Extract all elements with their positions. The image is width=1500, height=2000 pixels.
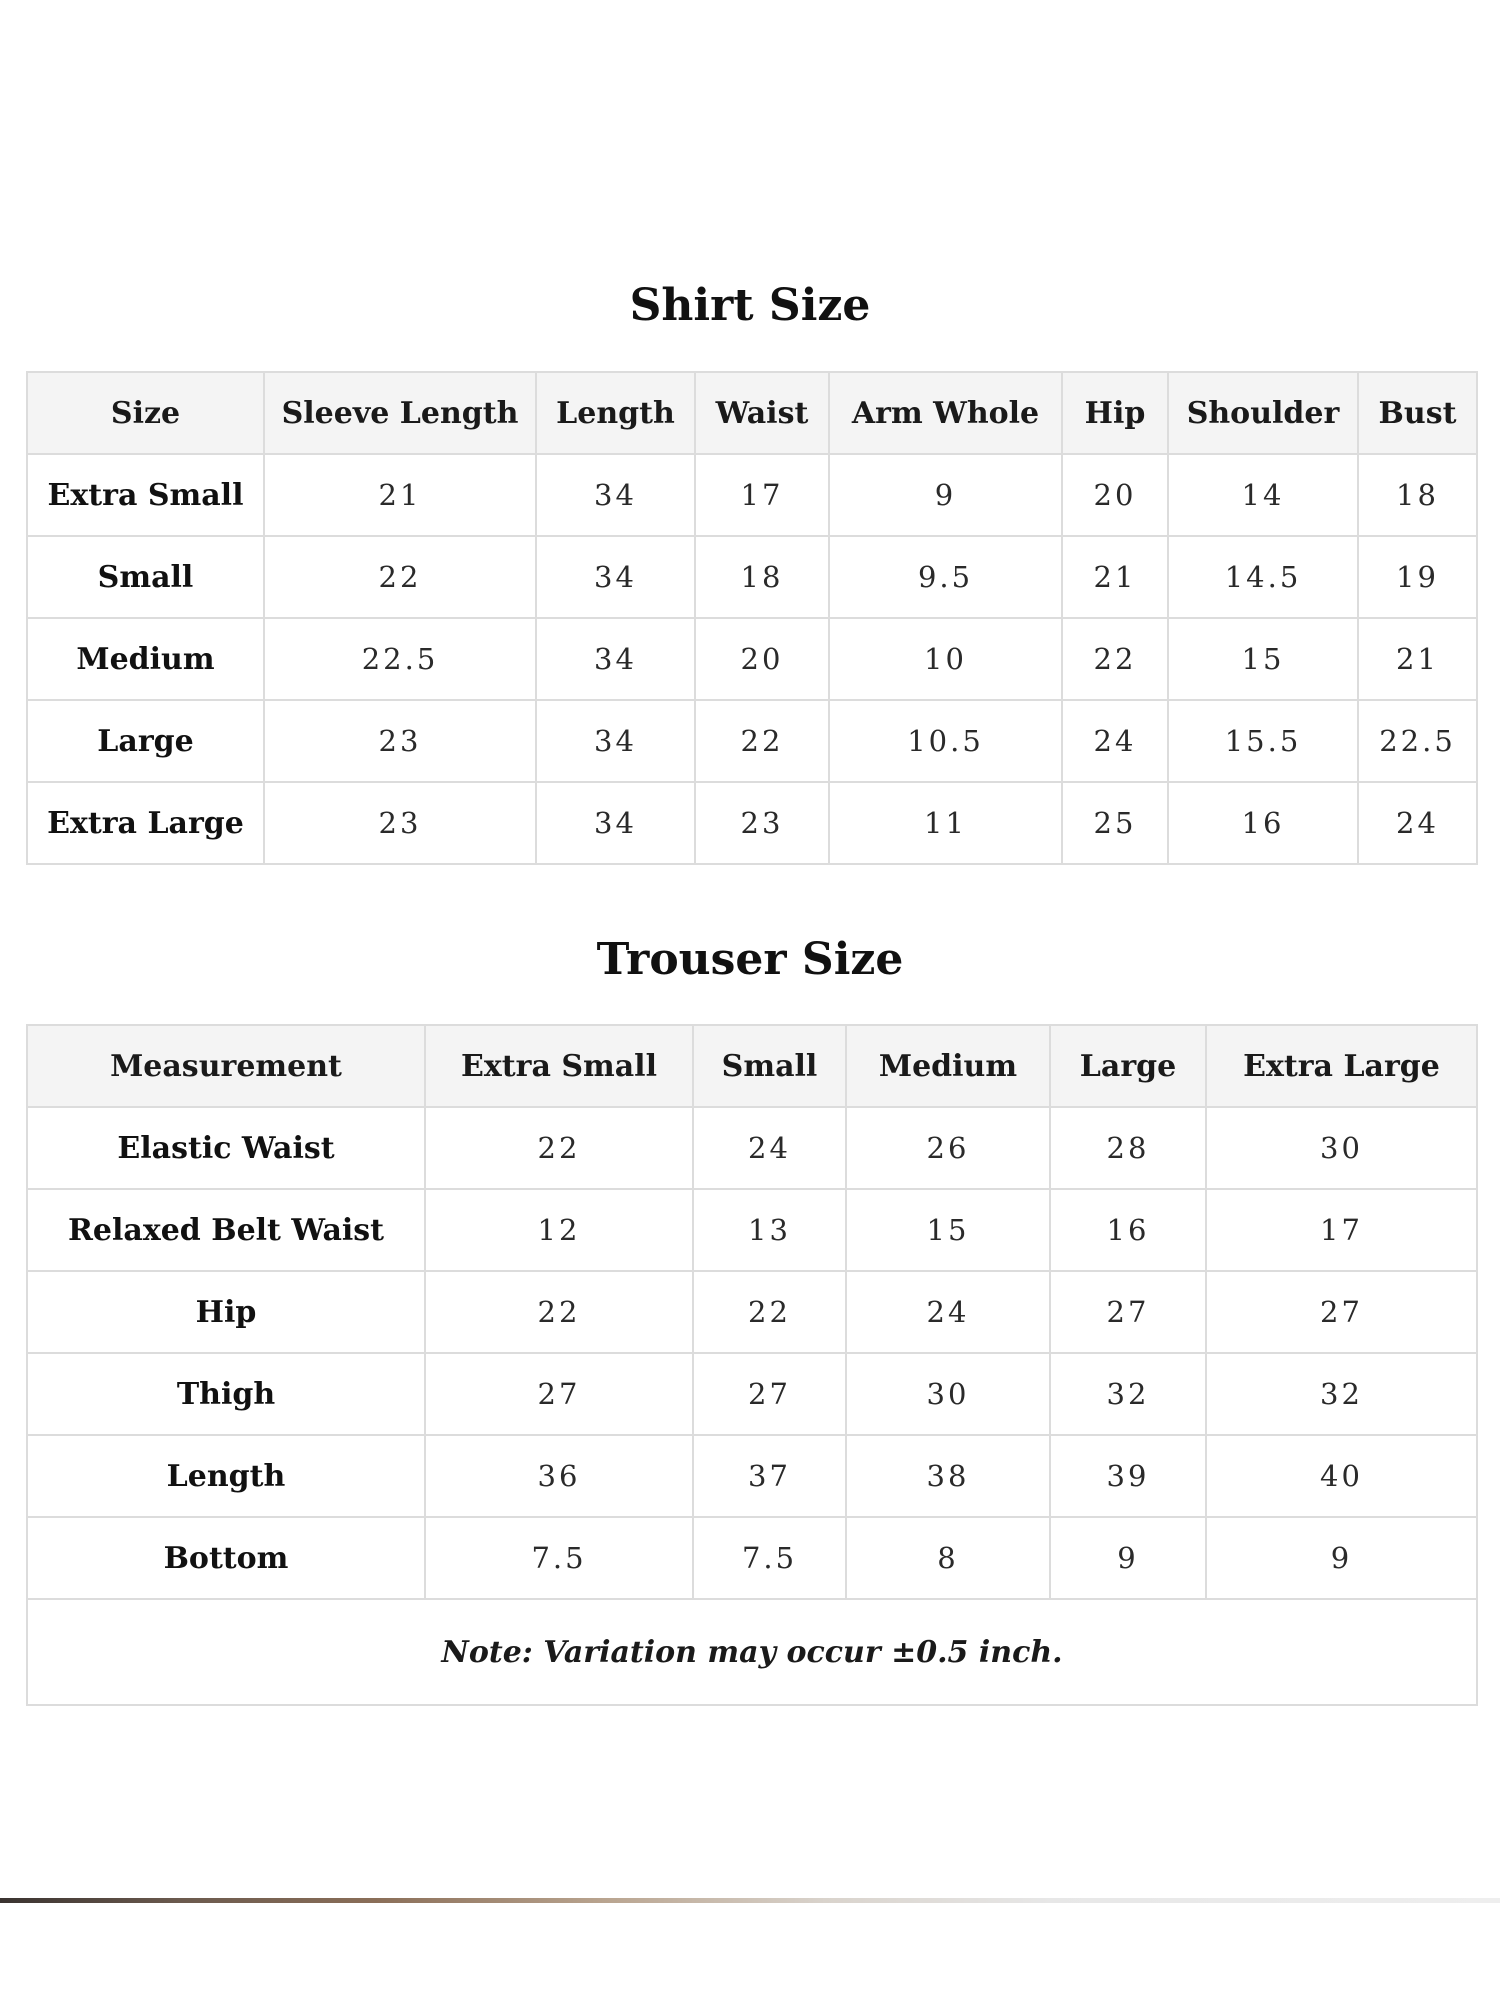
table-cell: 34: [536, 454, 695, 536]
table-cell: 23: [695, 782, 829, 864]
shirt-header-waist: Waist: [695, 372, 829, 454]
table-cell: 22: [693, 1271, 846, 1353]
shirt-header-arm-whole: Arm Whole: [829, 372, 1062, 454]
table-cell: 22: [264, 536, 536, 618]
table-cell: 25: [1062, 782, 1168, 864]
table-row: [27, 1435, 1477, 1517]
trouser-header-extra-large: Extra Large: [1206, 1025, 1477, 1107]
table-cell: 22: [425, 1107, 693, 1189]
table-cell: 22: [695, 700, 829, 782]
size-label: Extra Large: [27, 782, 264, 864]
shirt-header-bust: Bust: [1358, 372, 1477, 454]
table-row: [27, 1189, 1477, 1271]
measurement-label: Hip: [27, 1271, 425, 1353]
trouser-header-row: [27, 1025, 1477, 1107]
shirt-size-title: Shirt Size: [629, 280, 871, 331]
table-cell: 23: [264, 782, 536, 864]
table-cell: 39: [1050, 1435, 1206, 1517]
table-cell: 13: [693, 1189, 846, 1271]
table-row: [27, 1107, 1477, 1189]
table-cell: 7.5: [693, 1517, 846, 1599]
table-cell: 21: [264, 454, 536, 536]
table-row: [27, 1517, 1477, 1599]
table-row: [27, 1353, 1477, 1435]
table-cell: 9: [1050, 1517, 1206, 1599]
table-row: [27, 1271, 1477, 1353]
table-cell: 17: [695, 454, 829, 536]
shirt-header-sleeve-length: Sleeve Length: [264, 372, 536, 454]
table-cell: 15: [1168, 618, 1358, 700]
trouser-size-title: Trouser Size: [596, 934, 904, 985]
table-cell: 32: [1050, 1353, 1206, 1435]
table-cell: 22: [425, 1271, 693, 1353]
table-cell: 23: [264, 700, 536, 782]
table-cell: 9: [1206, 1517, 1477, 1599]
table-cell: 30: [846, 1353, 1050, 1435]
table-row: [27, 700, 1477, 782]
measurement-label: Relaxed Belt Waist: [27, 1189, 425, 1271]
shirt-header-size: Size: [27, 372, 264, 454]
table-cell: 37: [693, 1435, 846, 1517]
table-cell: 16: [1168, 782, 1358, 864]
measurement-label: Bottom: [27, 1517, 425, 1599]
table-cell: 15: [846, 1189, 1050, 1271]
table-cell: 24: [846, 1271, 1050, 1353]
trouser-header-measurement: Measurement: [27, 1025, 425, 1107]
trouser-header-large: Large: [1050, 1025, 1206, 1107]
table-cell: 18: [695, 536, 829, 618]
table-row: [27, 618, 1477, 700]
table-cell: 12: [425, 1189, 693, 1271]
table-cell: 21: [1062, 536, 1168, 618]
size-label: Medium: [27, 618, 264, 700]
table-cell: 10: [829, 618, 1062, 700]
table-cell: 32: [1206, 1353, 1477, 1435]
variation-note: Note: Variation may occur ±0.5 inch.: [27, 1599, 1477, 1705]
table-cell: 18: [1358, 454, 1477, 536]
table-cell: 27: [1206, 1271, 1477, 1353]
trouser-size-table: [26, 1024, 1478, 1706]
size-label: Large: [27, 700, 264, 782]
table-cell: 27: [425, 1353, 693, 1435]
table-row: [27, 536, 1477, 618]
table-cell: 9: [829, 454, 1062, 536]
table-cell: 19: [1358, 536, 1477, 618]
table-cell: 30: [1206, 1107, 1477, 1189]
table-cell: 26: [846, 1107, 1050, 1189]
table-cell: 36: [425, 1435, 693, 1517]
table-row: [27, 782, 1477, 864]
bottom-image-strip: [0, 1898, 1500, 1903]
measurement-label: Length: [27, 1435, 425, 1517]
table-cell: 17: [1206, 1189, 1477, 1271]
table-cell: 27: [1050, 1271, 1206, 1353]
shirt-header-length: Length: [536, 372, 695, 454]
table-cell: 9.5: [829, 536, 1062, 618]
table-cell: 15.5: [1168, 700, 1358, 782]
table-cell: 8: [846, 1517, 1050, 1599]
table-cell: 24: [693, 1107, 846, 1189]
shirt-header-row: [27, 372, 1477, 454]
table-cell: 21: [1358, 618, 1477, 700]
table-cell: 20: [695, 618, 829, 700]
table-cell: 34: [536, 618, 695, 700]
trouser-header-medium: Medium: [846, 1025, 1050, 1107]
table-cell: 7.5: [425, 1517, 693, 1599]
measurement-label: Elastic Waist: [27, 1107, 425, 1189]
shirt-header-hip: Hip: [1062, 372, 1168, 454]
table-cell: 20: [1062, 454, 1168, 536]
table-cell: 22: [1062, 618, 1168, 700]
table-cell: 34: [536, 536, 695, 618]
table-row: [27, 454, 1477, 536]
table-cell: 10.5: [829, 700, 1062, 782]
table-cell: 34: [536, 700, 695, 782]
table-cell: 34: [536, 782, 695, 864]
trouser-header-small: Small: [693, 1025, 846, 1107]
shirt-header-shoulder: Shoulder: [1168, 372, 1358, 454]
table-cell: 38: [846, 1435, 1050, 1517]
table-cell: 14.5: [1168, 536, 1358, 618]
table-cell: 28: [1050, 1107, 1206, 1189]
table-cell: 27: [693, 1353, 846, 1435]
table-cell: 24: [1062, 700, 1168, 782]
table-cell: 40: [1206, 1435, 1477, 1517]
table-cell: 22.5: [264, 618, 536, 700]
measurement-label: Thigh: [27, 1353, 425, 1435]
table-cell: 22.5: [1358, 700, 1477, 782]
table-cell: 24: [1358, 782, 1477, 864]
trouser-header-extra-small: Extra Small: [425, 1025, 693, 1107]
shirt-size-table: [26, 371, 1478, 865]
size-label: Extra Small: [27, 454, 264, 536]
table-cell: 14: [1168, 454, 1358, 536]
note-row: [27, 1599, 1477, 1705]
table-cell: 11: [829, 782, 1062, 864]
table-cell: 16: [1050, 1189, 1206, 1271]
size-label: Small: [27, 536, 264, 618]
